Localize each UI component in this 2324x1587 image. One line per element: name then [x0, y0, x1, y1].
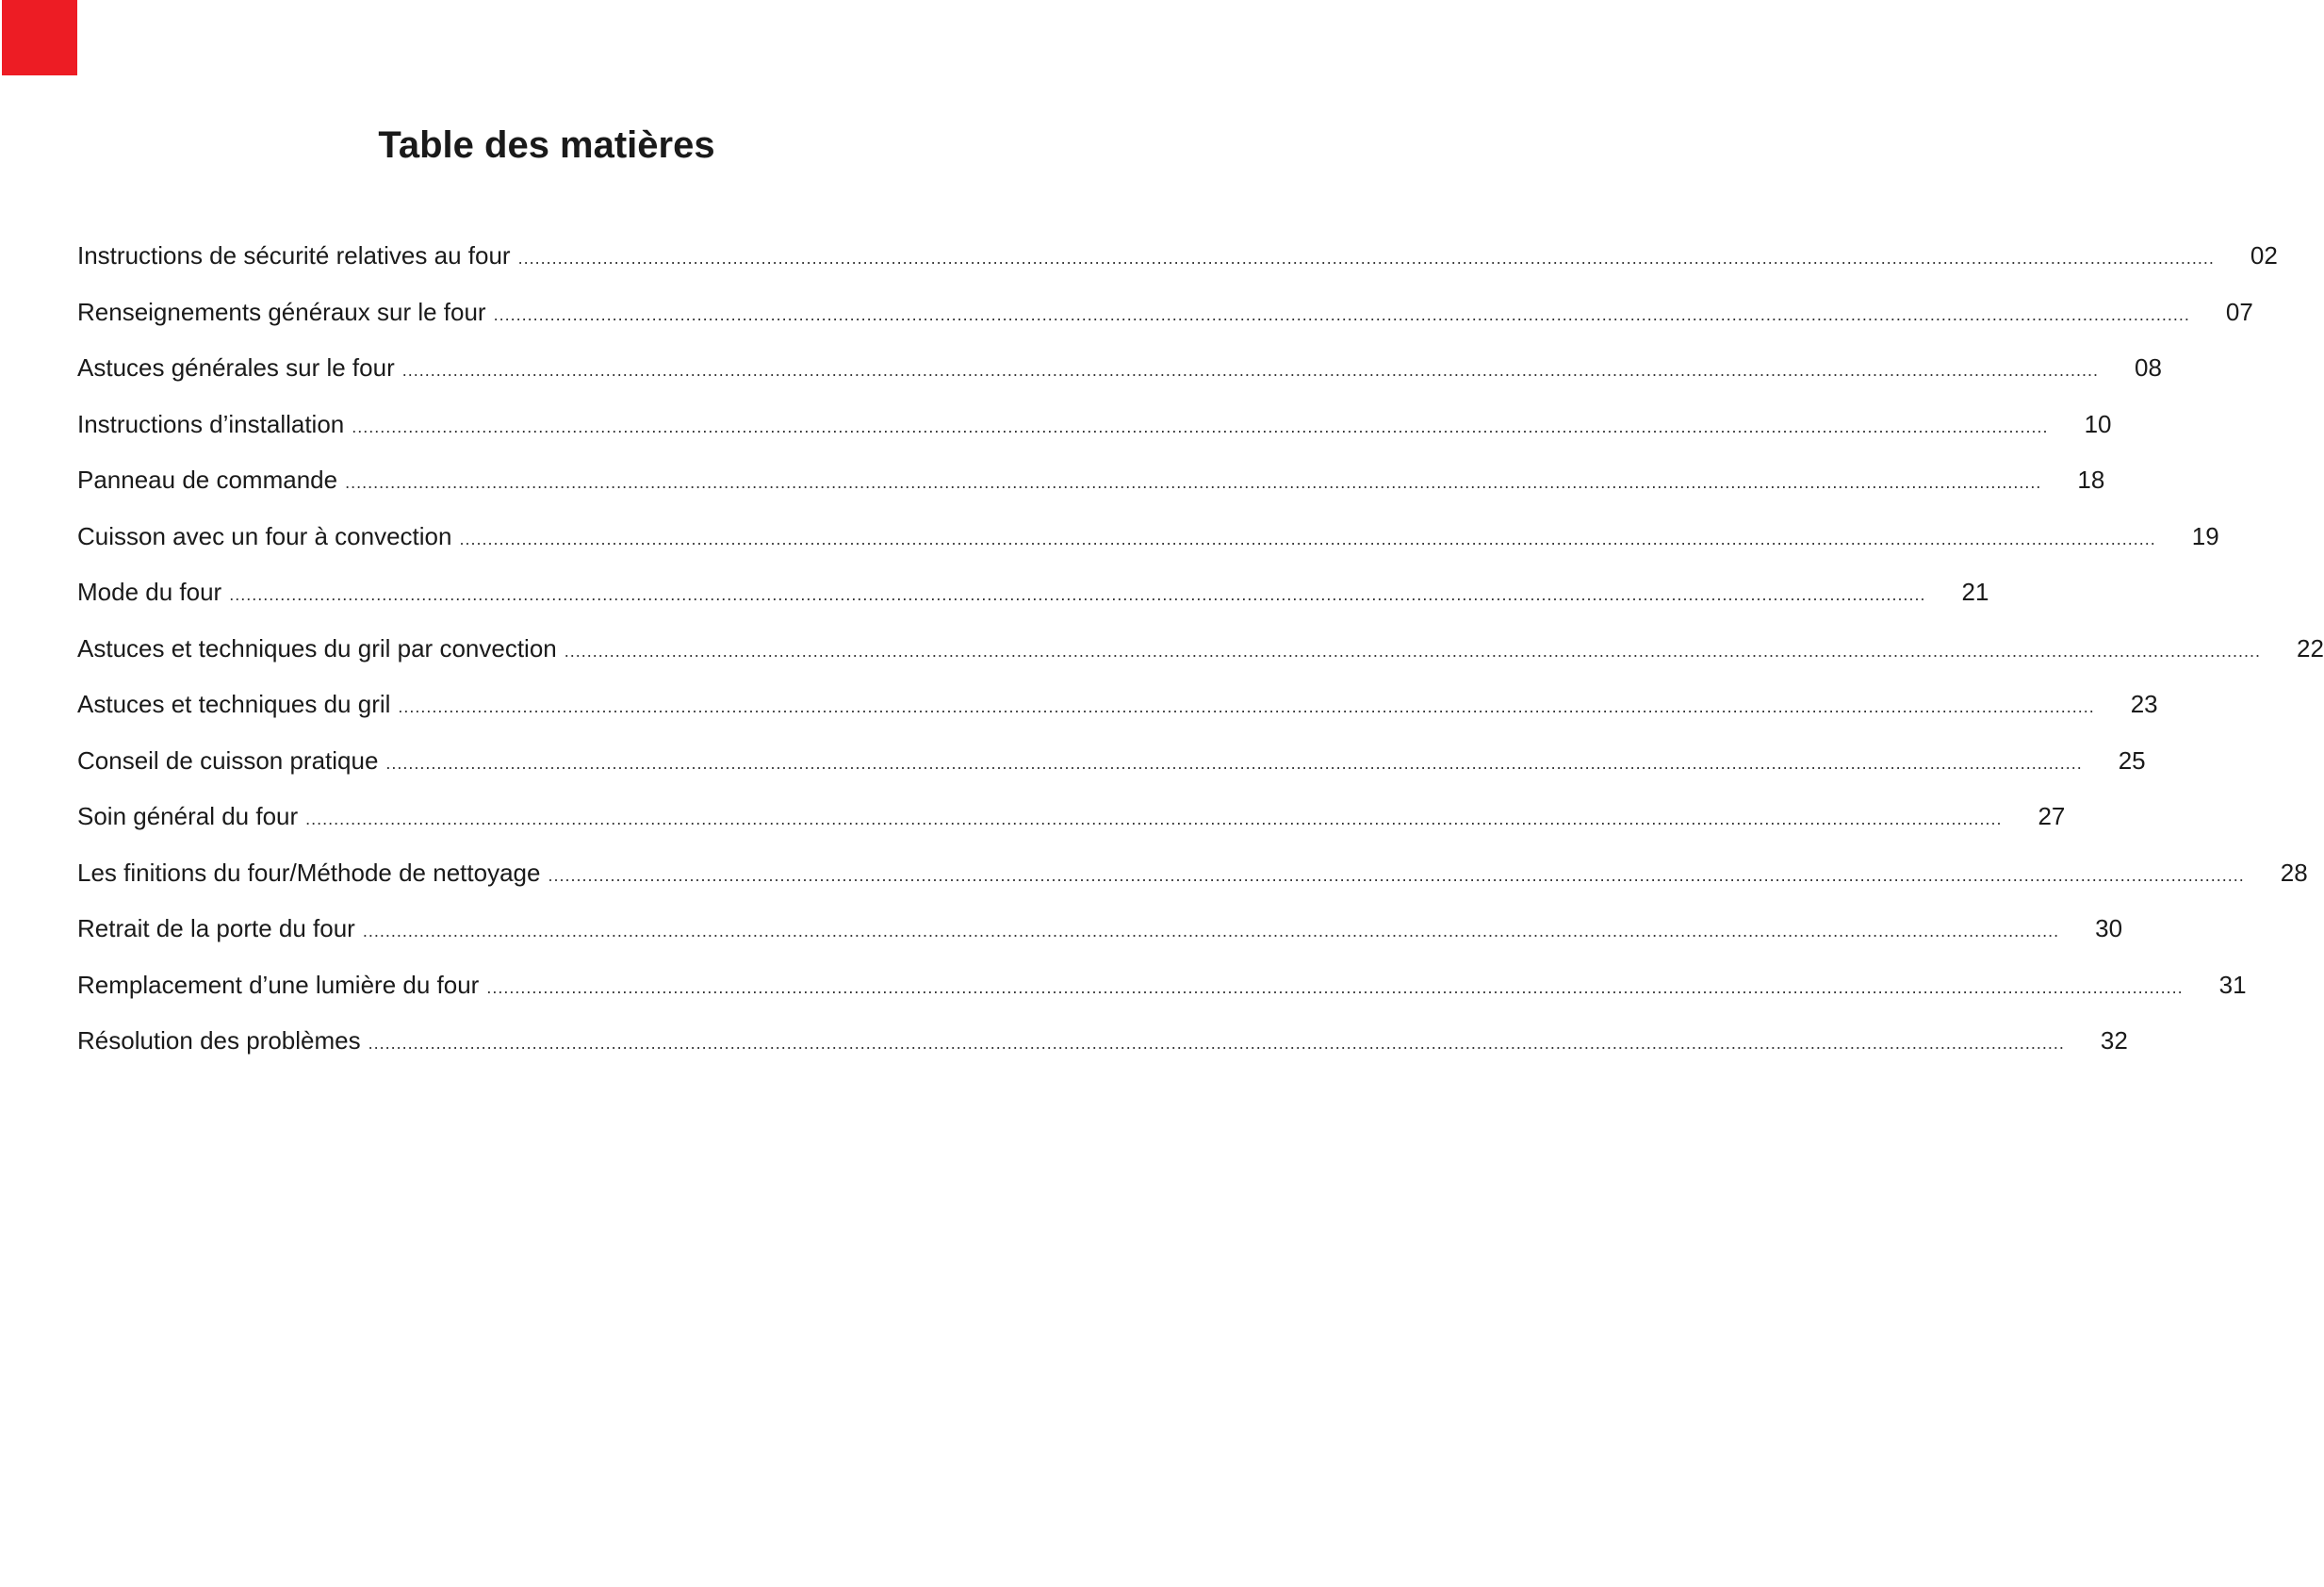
toc-page-number: 28 [2280, 858, 2308, 887]
toc-leader-dots: ............................................................................................................................................................................................................................................................................................................ [564, 641, 2262, 661]
toc-page-number: 27 [2038, 802, 2066, 830]
toc-row[interactable] [77, 745, 2146, 803]
toc-row[interactable] [77, 578, 1989, 634]
toc-page-number: 19 [2191, 521, 2219, 550]
table-of-contents [77, 241, 2324, 1083]
toc-page-number: 18 [2077, 466, 2105, 494]
toc-page-number: 25 [2118, 745, 2146, 775]
toc-leader-dots: ............................................................................................................................................................................................................................................................................................................ [548, 865, 2245, 885]
toc-row[interactable] [77, 690, 2158, 746]
toc-leader-dots: ............................................................................................................................................................................................................................................................................................................ [305, 810, 2003, 828]
toc-page-number: 02 [2250, 241, 2278, 270]
toc-entry-label: Instructions d’installation [77, 409, 345, 438]
toc-page-number: 23 [2130, 690, 2158, 718]
toc-row[interactable] [77, 297, 2253, 354]
toc-row[interactable] [77, 409, 2112, 466]
toc-row[interactable] [77, 521, 2219, 579]
toc-leader-dots: ............................................................................................................................................................................................................................................................................................................ [486, 977, 2184, 997]
toc-page-number: 22 [2297, 633, 2324, 663]
toc-leader-dots: ............................................................................................................................................................................................................................................................................................................ [229, 585, 1926, 604]
toc-leader-dots: ............................................................................................................................................................................................................................................................................................................ [493, 304, 2190, 324]
toc-page-number: 07 [2225, 297, 2253, 326]
page-title: Table des matières [378, 124, 715, 166]
toc-leader-dots: ............................................................................................................................................................................................................................................................................................................ [345, 473, 2042, 492]
toc-leader-dots: ............................................................................................................................................................................................................................................................................................................ [398, 697, 2095, 716]
toc-row[interactable] [77, 802, 2066, 859]
toc-entry-label: Astuces générales sur le four [77, 353, 395, 382]
toc-row[interactable] [77, 466, 2105, 522]
toc-entry-label: Mode du four [77, 578, 222, 606]
toc-leader-dots: ............................................................................................................................................................................................................................................................................................................ [352, 417, 2049, 436]
toc-leader-dots: ............................................................................................................................................................................................................................................................................................................ [517, 249, 2215, 268]
toc-entry-label: Astuces et techniques du gril par convection [77, 633, 557, 663]
toc-page-number: 31 [2218, 970, 2247, 999]
toc-row[interactable] [77, 1026, 2128, 1083]
toc-row[interactable] [77, 241, 2278, 298]
toc-entry-label: Astuces et techniques du gril [77, 690, 391, 718]
toc-entry-label: Conseil de cuisson pratique [77, 745, 379, 775]
toc-page-number: 30 [2095, 914, 2123, 942]
toc-leader-dots: ............................................................................................................................................................................................................................................................................................................ [368, 1034, 2065, 1053]
toc-entry-label: Soin général du four [77, 802, 299, 830]
toc-page-number: 10 [2084, 409, 2112, 438]
toc-entry-label: Panneau de commande [77, 466, 338, 494]
toc-leader-dots: ............................................................................................................................................................................................................................................................................................................ [385, 753, 2083, 773]
toc-page-number: 32 [2100, 1026, 2128, 1055]
toc-entry-label: Cuisson avec un four à convection [77, 521, 452, 550]
toc-entry-label: Retrait de la porte du four [77, 914, 355, 942]
toc-entry-label: Résolution des problèmes [77, 1026, 361, 1055]
toc-row[interactable] [77, 858, 2308, 915]
toc-leader-dots: ............................................................................................................................................................................................................................................................................................................ [401, 361, 2100, 380]
toc-entry-label: Les finitions du four/Méthode de nettoyage [77, 858, 541, 887]
toc-leader-dots: ............................................................................................................................................................................................................................................................................................................ [362, 922, 2060, 941]
toc-page-number: 08 [2135, 353, 2162, 382]
toc-entry-label: Renseignements généraux sur le four [77, 297, 486, 326]
toc-row[interactable] [77, 353, 2162, 410]
toc-page-number: 21 [1961, 578, 1989, 606]
toc-row[interactable] [77, 970, 2247, 1027]
toc-leader-dots: ............................................................................................................................................................................................................................................................................................................ [459, 529, 2156, 548]
corner-accent-block [2, 0, 77, 75]
toc-entry-label: Remplacement d’une lumière du four [77, 970, 480, 999]
toc-row[interactable] [77, 914, 2123, 971]
toc-row[interactable] [77, 633, 2324, 691]
toc-entry-label: Instructions de sécurité relatives au four [77, 241, 511, 270]
